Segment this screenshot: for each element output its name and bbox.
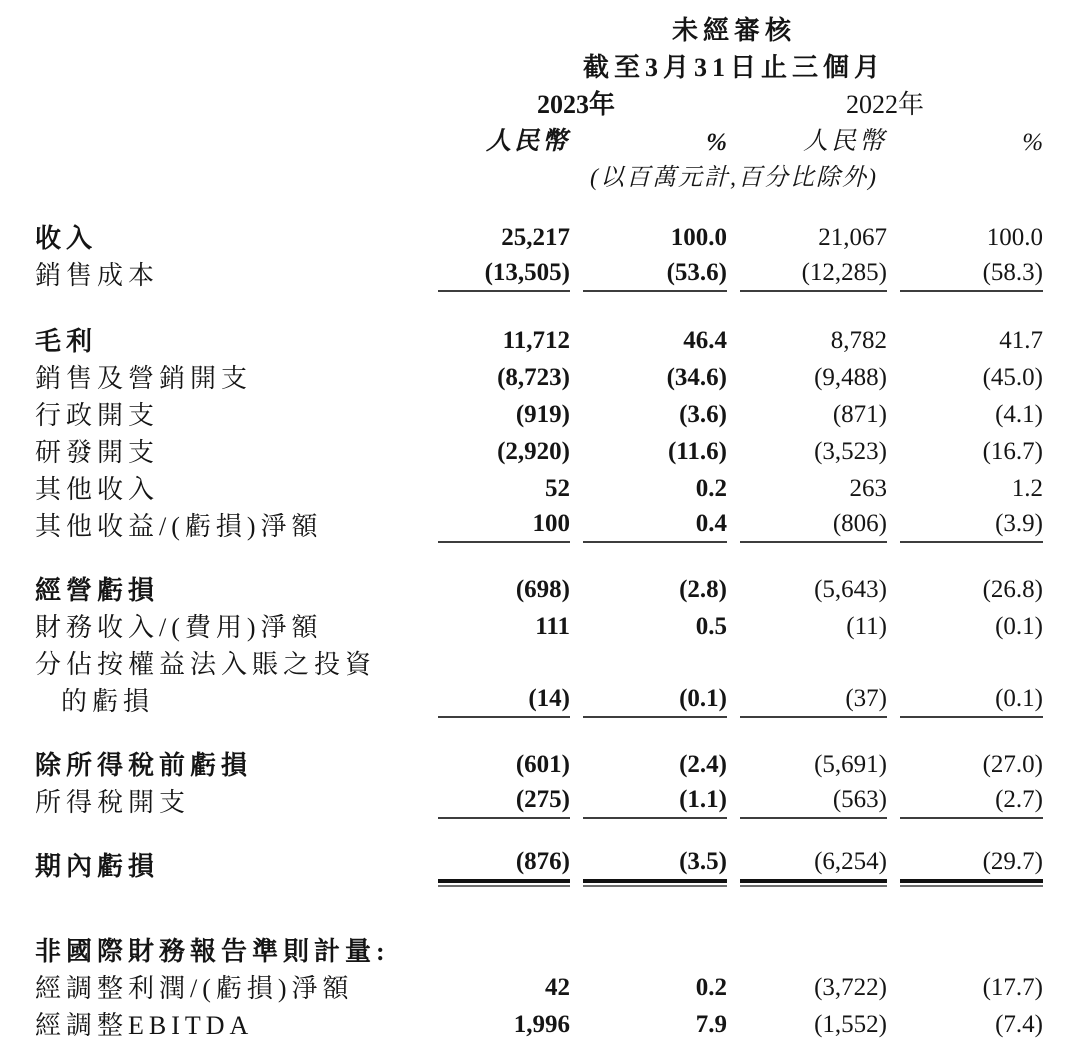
table-row-non-ifrs-heading — [35, 931, 1043, 968]
spacer-row — [35, 883, 1043, 931]
value-cell: (34.6) — [666, 364, 727, 391]
value-cell: 52 — [545, 475, 570, 502]
value-cell: 100.0 — [986, 224, 1044, 251]
value-cell: (806) — [727, 506, 887, 543]
value-cell: (2.7) — [887, 782, 1043, 819]
value-cell — [570, 931, 727, 968]
units-note: (以百萬元計,百分比除外) — [590, 165, 878, 191]
table-row-adjusted-ebitda — [35, 1005, 1043, 1042]
value-cell: 111 — [535, 613, 570, 640]
table-row-gross-profit — [35, 321, 1043, 358]
value-cell: (563) — [727, 782, 887, 819]
spacer-row — [35, 718, 1043, 745]
value-cell: (11.6) — [667, 438, 727, 465]
row-label: 期內虧損 — [35, 852, 160, 881]
row-label: 行政開支 — [35, 401, 160, 430]
value-cell: (1.1) — [570, 782, 727, 819]
percent-2023-heading: % — [706, 129, 727, 156]
table-row-admin-expenses — [35, 395, 1043, 432]
value-cell: (8,723) — [497, 364, 570, 391]
row-label: 其他收入 — [35, 475, 160, 504]
value-cell: (12,285) — [727, 255, 887, 292]
value-cell: (3,523) — [814, 438, 887, 465]
value-cell: (2.4) — [679, 751, 727, 778]
value-cell: 8,782 — [830, 327, 887, 354]
header-period-row — [35, 47, 1043, 84]
value-cell — [425, 644, 570, 681]
value-cell: (3,722) — [814, 974, 887, 1001]
value-cell: (16.7) — [982, 438, 1044, 465]
table-row-selling-marketing — [35, 358, 1043, 395]
value-cell: 0.5 — [695, 613, 727, 640]
value-cell: 21,067 — [818, 224, 887, 251]
spacer-row — [35, 192, 1043, 218]
value-cell: (876) — [425, 846, 570, 883]
value-cell: (53.6) — [570, 255, 727, 292]
header-columns-row — [35, 121, 1043, 157]
value-cell: (0.1) — [995, 613, 1044, 640]
header-unaudited-row — [35, 10, 1043, 47]
value-cell: 0.2 — [695, 974, 727, 1001]
value-cell: 0.4 — [570, 506, 727, 543]
table-row-finance-income-net — [35, 607, 1043, 644]
year-2022-heading: 2022年 — [846, 90, 925, 119]
value-cell: 1,996 — [513, 1011, 570, 1038]
row-label: 其他收益/(虧損)淨額 — [35, 512, 323, 541]
value-cell: (45.0) — [982, 364, 1044, 391]
value-cell: 263 — [849, 475, 887, 502]
value-cell: (9,488) — [814, 364, 887, 391]
value-cell: (4.1) — [995, 401, 1044, 428]
value-cell: 0.2 — [695, 475, 727, 502]
row-label: 經調整利潤/(虧損)淨額 — [35, 974, 354, 1003]
table-row-share-of-investments-line1 — [35, 644, 1043, 681]
value-cell — [727, 644, 887, 681]
row-label: 除所得稅前虧損 — [35, 751, 253, 780]
value-cell: 7.9 — [695, 1011, 727, 1038]
row-label: 收入 — [35, 224, 98, 253]
table-row-revenue — [35, 218, 1043, 255]
value-cell: (0.1) — [570, 681, 727, 718]
value-cell: (3.6) — [679, 401, 727, 428]
value-cell: (919) — [515, 401, 570, 428]
row-label: 毛利 — [35, 327, 98, 356]
value-cell — [887, 644, 1043, 681]
percent-2022-heading: % — [1022, 129, 1044, 156]
header-years-row — [35, 84, 1043, 121]
value-cell: 42 — [545, 974, 570, 1001]
value-cell: (5,643) — [814, 576, 887, 603]
spacer-row — [35, 292, 1043, 321]
value-cell: (2,920) — [497, 438, 570, 465]
value-cell: (2.8) — [679, 576, 727, 603]
row-label: 的虧損 — [61, 687, 155, 716]
value-cell: (29.7) — [887, 846, 1043, 883]
value-cell: 41.7 — [999, 327, 1044, 354]
value-cell: (14) — [425, 681, 570, 718]
value-cell: (3.9) — [887, 506, 1043, 543]
value-cell: (1,552) — [814, 1011, 887, 1038]
row-label: 非國際財務報告準則計量: — [35, 937, 390, 966]
value-cell: (0.1) — [887, 681, 1043, 718]
table-row-rd-expenses — [35, 432, 1043, 469]
income-statement-table — [35, 10, 1043, 1042]
value-cell: 46.4 — [683, 327, 727, 354]
table-row-loss-for-period — [35, 846, 1043, 883]
row-label: 銷售成本 — [35, 261, 160, 290]
value-cell: (58.3) — [887, 255, 1043, 292]
value-cell: (27.0) — [982, 751, 1044, 778]
row-label: 研發開支 — [35, 438, 160, 467]
value-cell: (871) — [832, 401, 887, 428]
value-cell: (13,505) — [425, 255, 570, 292]
table-row-share-of-investments-line2 — [35, 681, 1043, 718]
value-cell: (37) — [727, 681, 887, 718]
header-units-row — [35, 157, 1043, 192]
table-row-other-gains-losses — [35, 506, 1043, 543]
value-cell: (601) — [515, 751, 570, 778]
value-cell: (3.5) — [570, 846, 727, 883]
period-heading: 截至3月31日止三個月 — [583, 53, 886, 82]
value-cell: 100 — [425, 506, 570, 543]
table-row-income-tax-expense — [35, 782, 1043, 819]
table-row-other-income — [35, 469, 1043, 506]
currency-2023-heading: 人民幣 — [485, 128, 570, 155]
row-label: 財務收入/(費用)淨額 — [35, 613, 323, 642]
table-row-cost-of-sales — [35, 255, 1043, 292]
row-label: 所得稅開支 — [35, 788, 191, 817]
value-cell — [727, 931, 887, 968]
value-cell: 1.2 — [1011, 475, 1044, 502]
value-cell: (6,254) — [727, 846, 887, 883]
value-cell: (26.8) — [982, 576, 1044, 603]
row-label: 分佔按權益法入賬之投資 — [35, 650, 377, 679]
value-cell: 100.0 — [670, 224, 727, 251]
value-cell: (698) — [515, 576, 570, 603]
row-label: 經調整EBITDA — [35, 1011, 254, 1040]
year-2023-heading: 2023年 — [536, 90, 615, 119]
spacer-row — [35, 543, 1043, 570]
value-cell: 25,217 — [501, 224, 570, 251]
row-label: 經營虧損 — [35, 576, 160, 605]
value-cell — [425, 931, 570, 968]
value-cell: (5,691) — [814, 751, 887, 778]
value-cell: (11) — [846, 613, 887, 640]
table-row-loss-before-tax — [35, 745, 1043, 782]
value-cell — [570, 644, 727, 681]
unaudited-heading: 未經審核 — [672, 16, 797, 45]
spacer-row — [35, 819, 1043, 846]
value-cell: (7.4) — [995, 1011, 1044, 1038]
value-cell: 11,712 — [502, 327, 570, 354]
value-cell — [887, 931, 1043, 968]
row-label: 銷售及營銷開支 — [35, 364, 253, 393]
table-row-adjusted-net-profit-loss — [35, 968, 1043, 1005]
table-row-operating-loss — [35, 570, 1043, 607]
value-cell: (275) — [425, 782, 570, 819]
value-cell: (17.7) — [982, 974, 1044, 1001]
currency-2022-heading: 人民幣 — [802, 128, 887, 155]
